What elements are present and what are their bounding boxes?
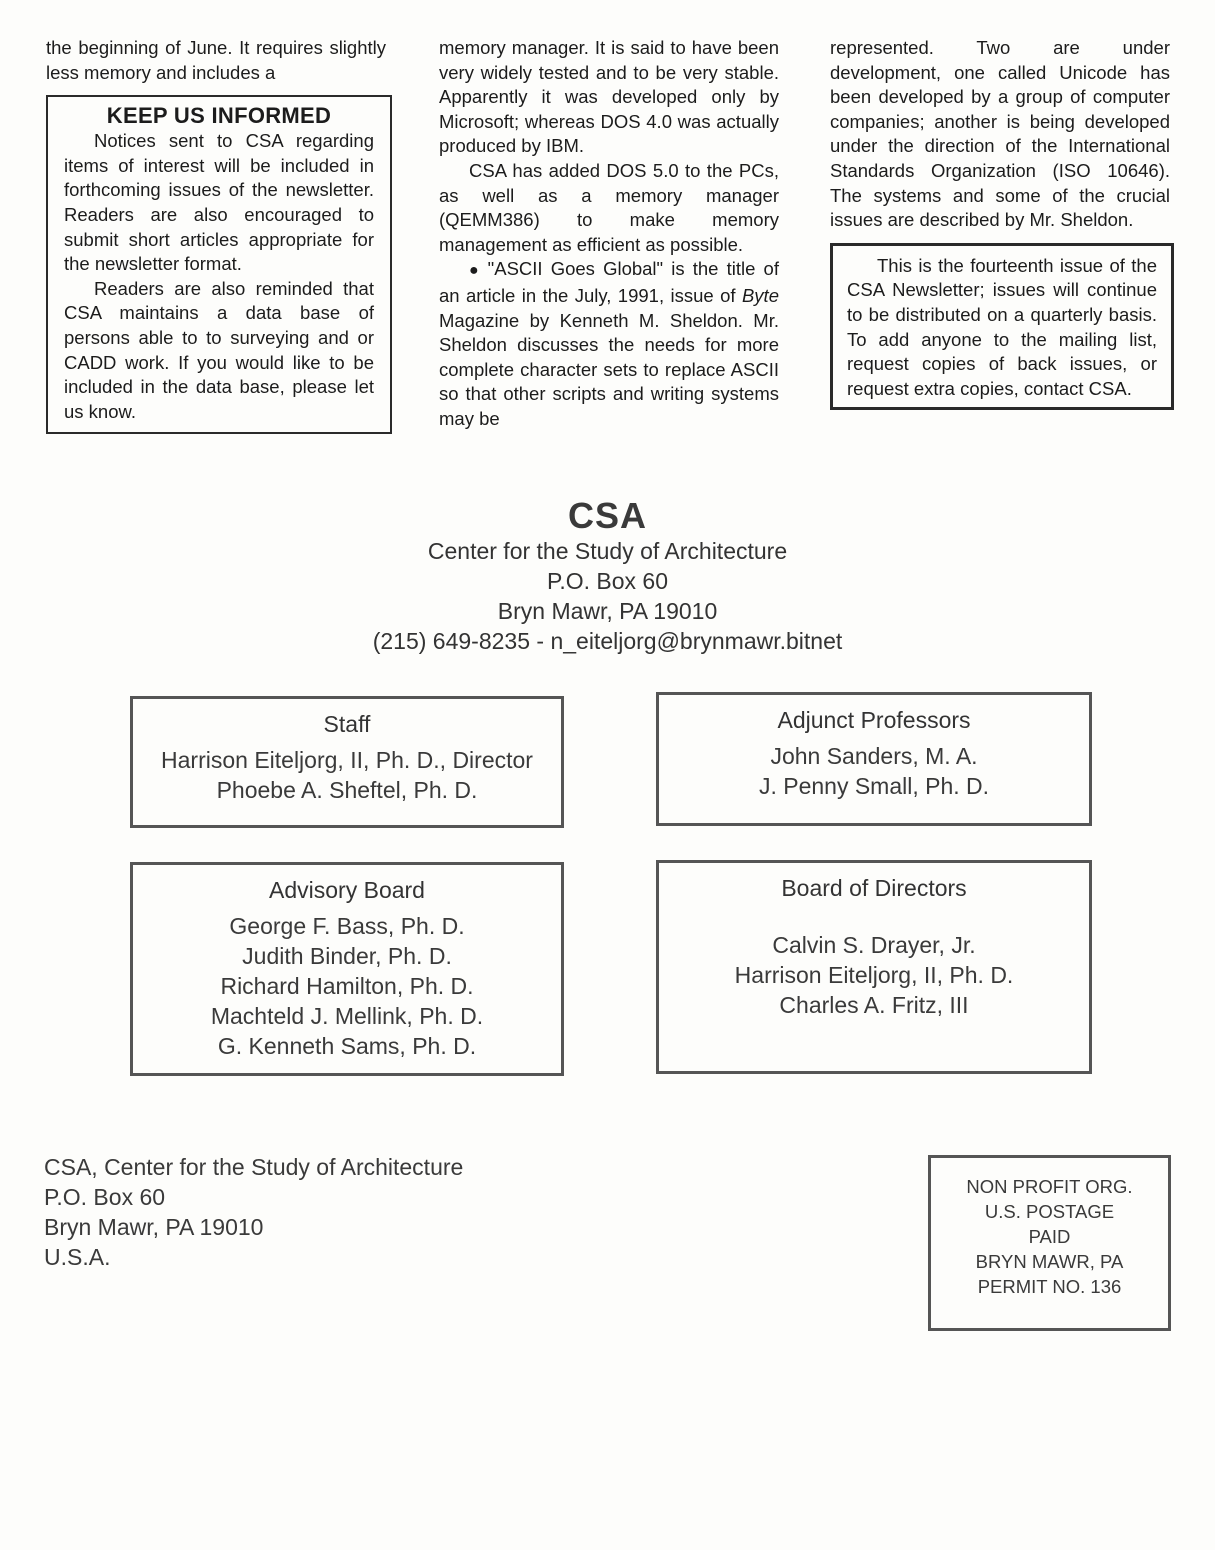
return-address-line: U.S.A. [44, 1244, 111, 1270]
postage-line: NON PROFIT ORG. [966, 1176, 1133, 1197]
byte-article-text-a: "ASCII Goes Global" is the title of an article in the July, 1991, issue of [439, 258, 779, 306]
column-1-intro: the beginning of June. It requires slightly less memory and includes a [46, 37, 386, 83]
adjunct-professors-panel [656, 692, 1092, 826]
board-of-directors-panel [656, 860, 1092, 1074]
advisory-board-member: Judith Binder, Ph. D. [242, 943, 452, 969]
postage-line: BRYN MAWR, PA [975, 1251, 1124, 1272]
return-address-line: P.O. Box 60 [44, 1184, 166, 1210]
keep-us-informed-box [46, 95, 392, 434]
board-of-directors-heading: Board of Directors [781, 875, 967, 901]
advisory-board-member: George F. Bass, Ph. D. [229, 913, 465, 939]
postage-indicia [928, 1155, 1171, 1331]
keep-us-informed-paragraph-2: Readers are also reminded that CSA maintains a data base of persons able to to surveying and or CADD work. If you would like to be included in the data base, please let us know. [64, 277, 374, 422]
return-address [44, 1152, 463, 1272]
column-1 [46, 36, 386, 434]
column-2-paragraph-2: CSA has added DOS 5.0 to the PCs, as well as a memory manager (QEMM386) to make memory management as efficient as possible. [439, 159, 779, 255]
return-address-line: CSA, Center for the Study of Architecture [44, 1154, 464, 1180]
byte-magazine-title: Byte [741, 284, 779, 306]
masthead-po-box: P.O. Box 60 [546, 568, 669, 594]
advisory-board-heading: Advisory Board [269, 877, 425, 903]
staff-heading: Staff [323, 711, 371, 737]
masthead-name: CSA [567, 495, 647, 536]
staff-member: Phoebe A. Sheftel, Ph. D. [216, 777, 478, 803]
staff-member: Harrison Eiteljorg, II, Ph. D., Director [161, 747, 533, 773]
column-2-paragraph-1: memory manager. It is said to have been very widely tested and to be very stable. Apparently it was developed only by Microsoft; whereas DOS 4.0 was actually produced by IBM. [439, 37, 779, 157]
keep-us-informed-title: KEEP US INFORMED [106, 103, 332, 129]
column-2 [439, 36, 779, 432]
board-of-directors-member: Charles A. Fritz, III [779, 992, 969, 1018]
byte-article-text-b: Magazine by Kenneth M. Sheldon. Mr. Sheldon discusses the needs for more complete character sets to replace ASCII so that other scripts and writing systems may be [439, 309, 779, 429]
column-3 [830, 36, 1170, 410]
adjunct-professor: John Sanders, M. A. [770, 743, 978, 769]
board-of-directors-member: Calvin S. Drayer, Jr. [772, 932, 976, 958]
postage-line: PAID [1028, 1226, 1071, 1247]
fourteenth-issue-box [830, 243, 1174, 411]
postage-line: U.S. POSTAGE [984, 1201, 1115, 1222]
advisory-board-member: Richard Hamilton, Ph. D. [220, 973, 474, 999]
masthead-full-name: Center for the Study of Architecture [427, 538, 788, 564]
advisory-board-member: Machteld J. Mellink, Ph. D. [210, 1003, 484, 1029]
masthead [0, 496, 1215, 656]
fourteenth-issue-text: This is the fourteenth issue of the CSA Newsletter; issues will continue to be distributed on a quarterly basis. To add anyone to the mailing list, request copies of back issues, or request extra copies, contact CSA. [847, 254, 1157, 399]
postage-line: PERMIT NO. 136 [977, 1276, 1122, 1297]
staff-panel [130, 696, 564, 828]
return-address-line: Bryn Mawr, PA 19010 [44, 1214, 264, 1240]
column-3-paragraph-1: represented. Two are under development, one called Unicode has been developed by a group of computer companies; another is being developed under the direction of the International Standards Organization (ISO 10646). The systems and some of the crucial issues are described by Mr. Sheldon. [830, 37, 1170, 231]
column-2-paragraph-3 [439, 257, 779, 431]
adjunct-professor: J. Penny Small, Ph. D. [758, 773, 990, 799]
masthead-contact: (215) 649-8235 - n_eiteljorg@brynmawr.bitnet [372, 628, 843, 654]
adjunct-professors-heading: Adjunct Professors [777, 707, 971, 733]
advisory-board-panel [130, 862, 564, 1076]
board-of-directors-member: Harrison Eiteljorg, II, Ph. D. [734, 962, 1014, 988]
advisory-board-member: G. Kenneth Sams, Ph. D. [217, 1033, 477, 1059]
masthead-city: Bryn Mawr, PA 19010 [497, 598, 718, 624]
keep-us-informed-paragraph-1: Notices sent to CSA regarding items of interest will be included in forthcoming issues of the newsletter. Readers are also encouraged to submit short articles appropriate for the newsletter format. [64, 130, 374, 275]
